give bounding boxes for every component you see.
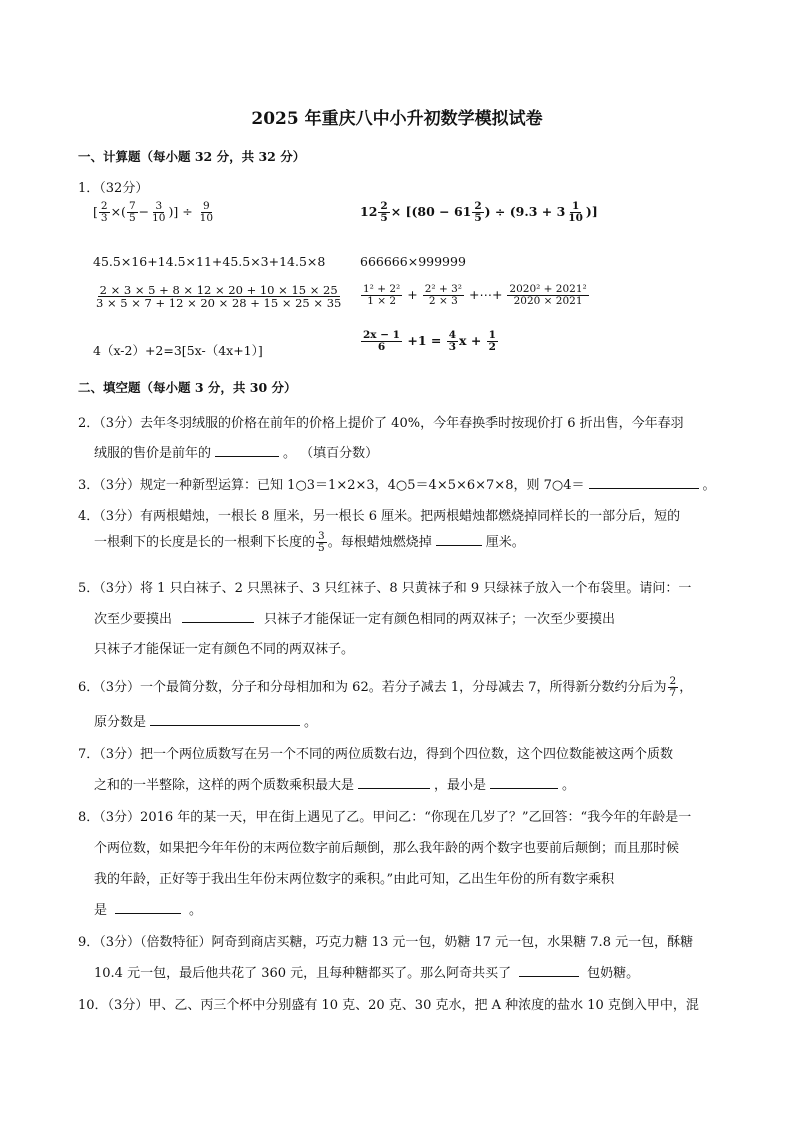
question-5-line-3: 只袜子才能保证一定有颜色不同的两双袜子。	[94, 642, 355, 657]
question-9-line-2	[94, 962, 639, 981]
question-text: 。每根蜡烛燃烧掉	[327, 535, 432, 551]
question-8-line-3: 我的年龄，正好等于我出生年份末两位数字的乘积。”由此可知，乙出生年份的所有数字乘积	[94, 872, 615, 887]
expr-1	[93, 201, 216, 224]
question-text: ，最小是	[434, 778, 487, 793]
question-4-line-1: 4．（3分）有两根蜡烛，一根长 8 厘米，另一根长 6 厘米。把两根蜡烛都燃烧掉同样长的一部分后，短的	[78, 509, 681, 524]
fraction: $\frac{2}{5}$	[474, 200, 482, 225]
answer-blank[interactable]	[490, 776, 558, 789]
expr-text: ×(	[110, 204, 126, 220]
question-text: 。 （填百分数）	[283, 446, 379, 461]
expr-6	[360, 284, 590, 307]
question-1-header: 1．（32分）	[78, 181, 149, 196]
section-heading-fill-in: 二、填空题（每小题 3 分，共 30 分）	[78, 380, 297, 395]
expr-text: x +	[459, 333, 482, 349]
section-heading-calculation: 一、计算题（每小题 32 分，共 32 分）	[78, 149, 306, 164]
question-8-line-2: 个两位数，如果把今年年份的末两位数字前后颠倒，那么我年龄的两个数字也要前后颠倒；而且那时候	[94, 841, 680, 856]
question-7-line-1: 7．（3分）把一个两位质数写在另一个不同的两位质数右边，得到个四位数，这个四位数能被这两个质数	[78, 747, 674, 762]
question-text: 3．（3分）规定一种新型运算：已知 1○3＝1×2×3，4○5＝4×5×6×7×8，则 7○4＝	[78, 478, 585, 493]
expr-3: 45.5×16+14.5×11+45.5×3+14.5×8	[93, 254, 326, 269]
question-10-line-1: 10．（3分）甲、乙、丙三个杯中分别盛有 10 克、20 克、30 克水，把 A 种浓度的盐水 10 克倒入甲中，混	[78, 998, 699, 1013]
question-7-line-2	[94, 774, 575, 793]
fraction: $\frac{1}{2}$	[488, 329, 496, 354]
answer-blank[interactable]	[358, 776, 430, 789]
answer-blank[interactable]	[182, 610, 254, 623]
fraction: $\frac{2}{3}$	[100, 200, 108, 225]
expr-text: 12	[360, 204, 378, 220]
question-5-line-2	[94, 608, 615, 627]
expr-7: 4（x-2）+2=3[5x-（4x+1）]	[93, 343, 263, 358]
expr-text: +	[407, 287, 418, 303]
expr-text: ) ÷ (9.3 + 3	[484, 204, 566, 220]
page-title: 2025 年重庆八中小升初数学模拟试卷	[251, 109, 543, 129]
question-8-line-1: 8．（3分）2016 年的某一天，甲在街上遇见了乙。甲问乙：“你现在几岁了？”乙回答：“我今年的年龄是一	[78, 810, 692, 825]
question-text: 。	[702, 478, 716, 493]
fraction: $\frac{4}{3}$	[448, 329, 457, 354]
answer-blank[interactable]	[150, 713, 300, 726]
expr-4: 666666×999999	[360, 254, 466, 269]
answer-blank[interactable]	[519, 964, 579, 977]
expr-text: × [(80 − 61	[390, 204, 472, 220]
question-4-line-2	[94, 531, 525, 554]
fraction: $\frac{\text{1² + 2²}}{1 \times 2}$	[363, 283, 401, 308]
question-text: 是	[94, 903, 108, 918]
question-text: ，	[679, 680, 693, 696]
answer-blank[interactable]	[215, 444, 279, 457]
question-text: 。	[304, 715, 318, 730]
question-text: 。	[562, 778, 576, 793]
expr-text: +1 =	[407, 333, 442, 349]
expr-5	[93, 284, 344, 309]
question-8-line-4	[94, 899, 202, 918]
question-text: 次至少要摸出	[94, 612, 173, 627]
question-9-line-1: 9．（3分）（倍数特征）阿奇到商店买糖，巧克力糖 13 元一包，奶糖 17 元一包，水果糖 7.8 元一包，酥糖	[78, 935, 694, 950]
question-6-line-1	[78, 676, 692, 699]
question-text: 绒服的售价是前年的	[94, 446, 212, 461]
question-text: 6．（3分）一个最简分数，分子和分母相加和为 62。若分子减去 1，分母减去 7，所得新分数约分后为	[78, 680, 667, 696]
question-text: 之和的一半整除，这样的两个质数乘积最大是	[94, 778, 355, 793]
question-text: 包奶糖。	[587, 966, 640, 981]
question-5-line-1: 5．（3分）将 1 只白袜子、2 只黑袜子、3 只红袜子、8 只黄袜子和 9 只绿袜子放入一个布袋里。请问：一	[78, 581, 692, 596]
question-text: 原分数是	[94, 715, 147, 730]
question-text: 。	[189, 903, 203, 918]
fraction: $\frac{3}{10}$	[152, 200, 166, 225]
answer-blank[interactable]	[115, 901, 181, 914]
expr-2	[360, 201, 598, 224]
fraction: $\frac{9}{10}$	[199, 200, 214, 225]
fraction: $\frac{2}{7}$	[669, 675, 677, 700]
expr-text: )]	[585, 204, 598, 220]
question-6-line-2	[94, 711, 317, 730]
expr-text: )] ÷	[168, 204, 193, 220]
expr-text: +⋯+	[468, 287, 503, 303]
fraction: $\frac{7}{5}$	[128, 200, 136, 225]
fraction: $\frac{3}{5}$	[318, 530, 325, 555]
question-text: 只袜子才能保证一定有颜色相同的两双袜子；一次至少要摸出	[264, 612, 616, 627]
question-text: 10.4 元一包，最后他共花了 360 元，且每种糖都买了。那么阿奇共买了	[94, 966, 512, 981]
fraction: $\frac{2}{5}$	[380, 200, 388, 225]
expr-8	[360, 330, 499, 353]
fraction: $\frac{2x - 1}{6}$	[363, 329, 400, 354]
fraction: $\frac{\text{2² + 3²}}{2 \times 3}$	[424, 283, 462, 308]
fraction: $\frac{2 \times 3 \times 5 + 8 \times 12 \times 20 + 10 \times 15 \times 25}{3 \times 5 \times 7 + 12 \times 20 \times 28 + 15 \times 25 \times 35}$	[96, 283, 342, 311]
question-2-line-2	[94, 442, 378, 461]
question-3-line-1	[78, 474, 716, 493]
fraction: $\frac{1}{10}$	[568, 200, 583, 225]
question-2-line-1: 2．（3分）去年冬羽绒服的价格在前年的价格上提价了 40%，今年春换季时按现价打 6 折出售，今年春羽	[78, 416, 684, 431]
answer-blank[interactable]	[436, 533, 482, 546]
answer-blank[interactable]	[589, 476, 699, 489]
question-text: 厘米。	[485, 535, 525, 551]
expr-text: −	[138, 204, 150, 220]
fraction: $\frac{\text{2020² + 2021²}}{2020 \times 2021}$	[509, 283, 587, 308]
expr-text: [	[93, 204, 98, 220]
question-text: 一根剩下的长度是长的一根剩下长度的	[94, 535, 316, 551]
